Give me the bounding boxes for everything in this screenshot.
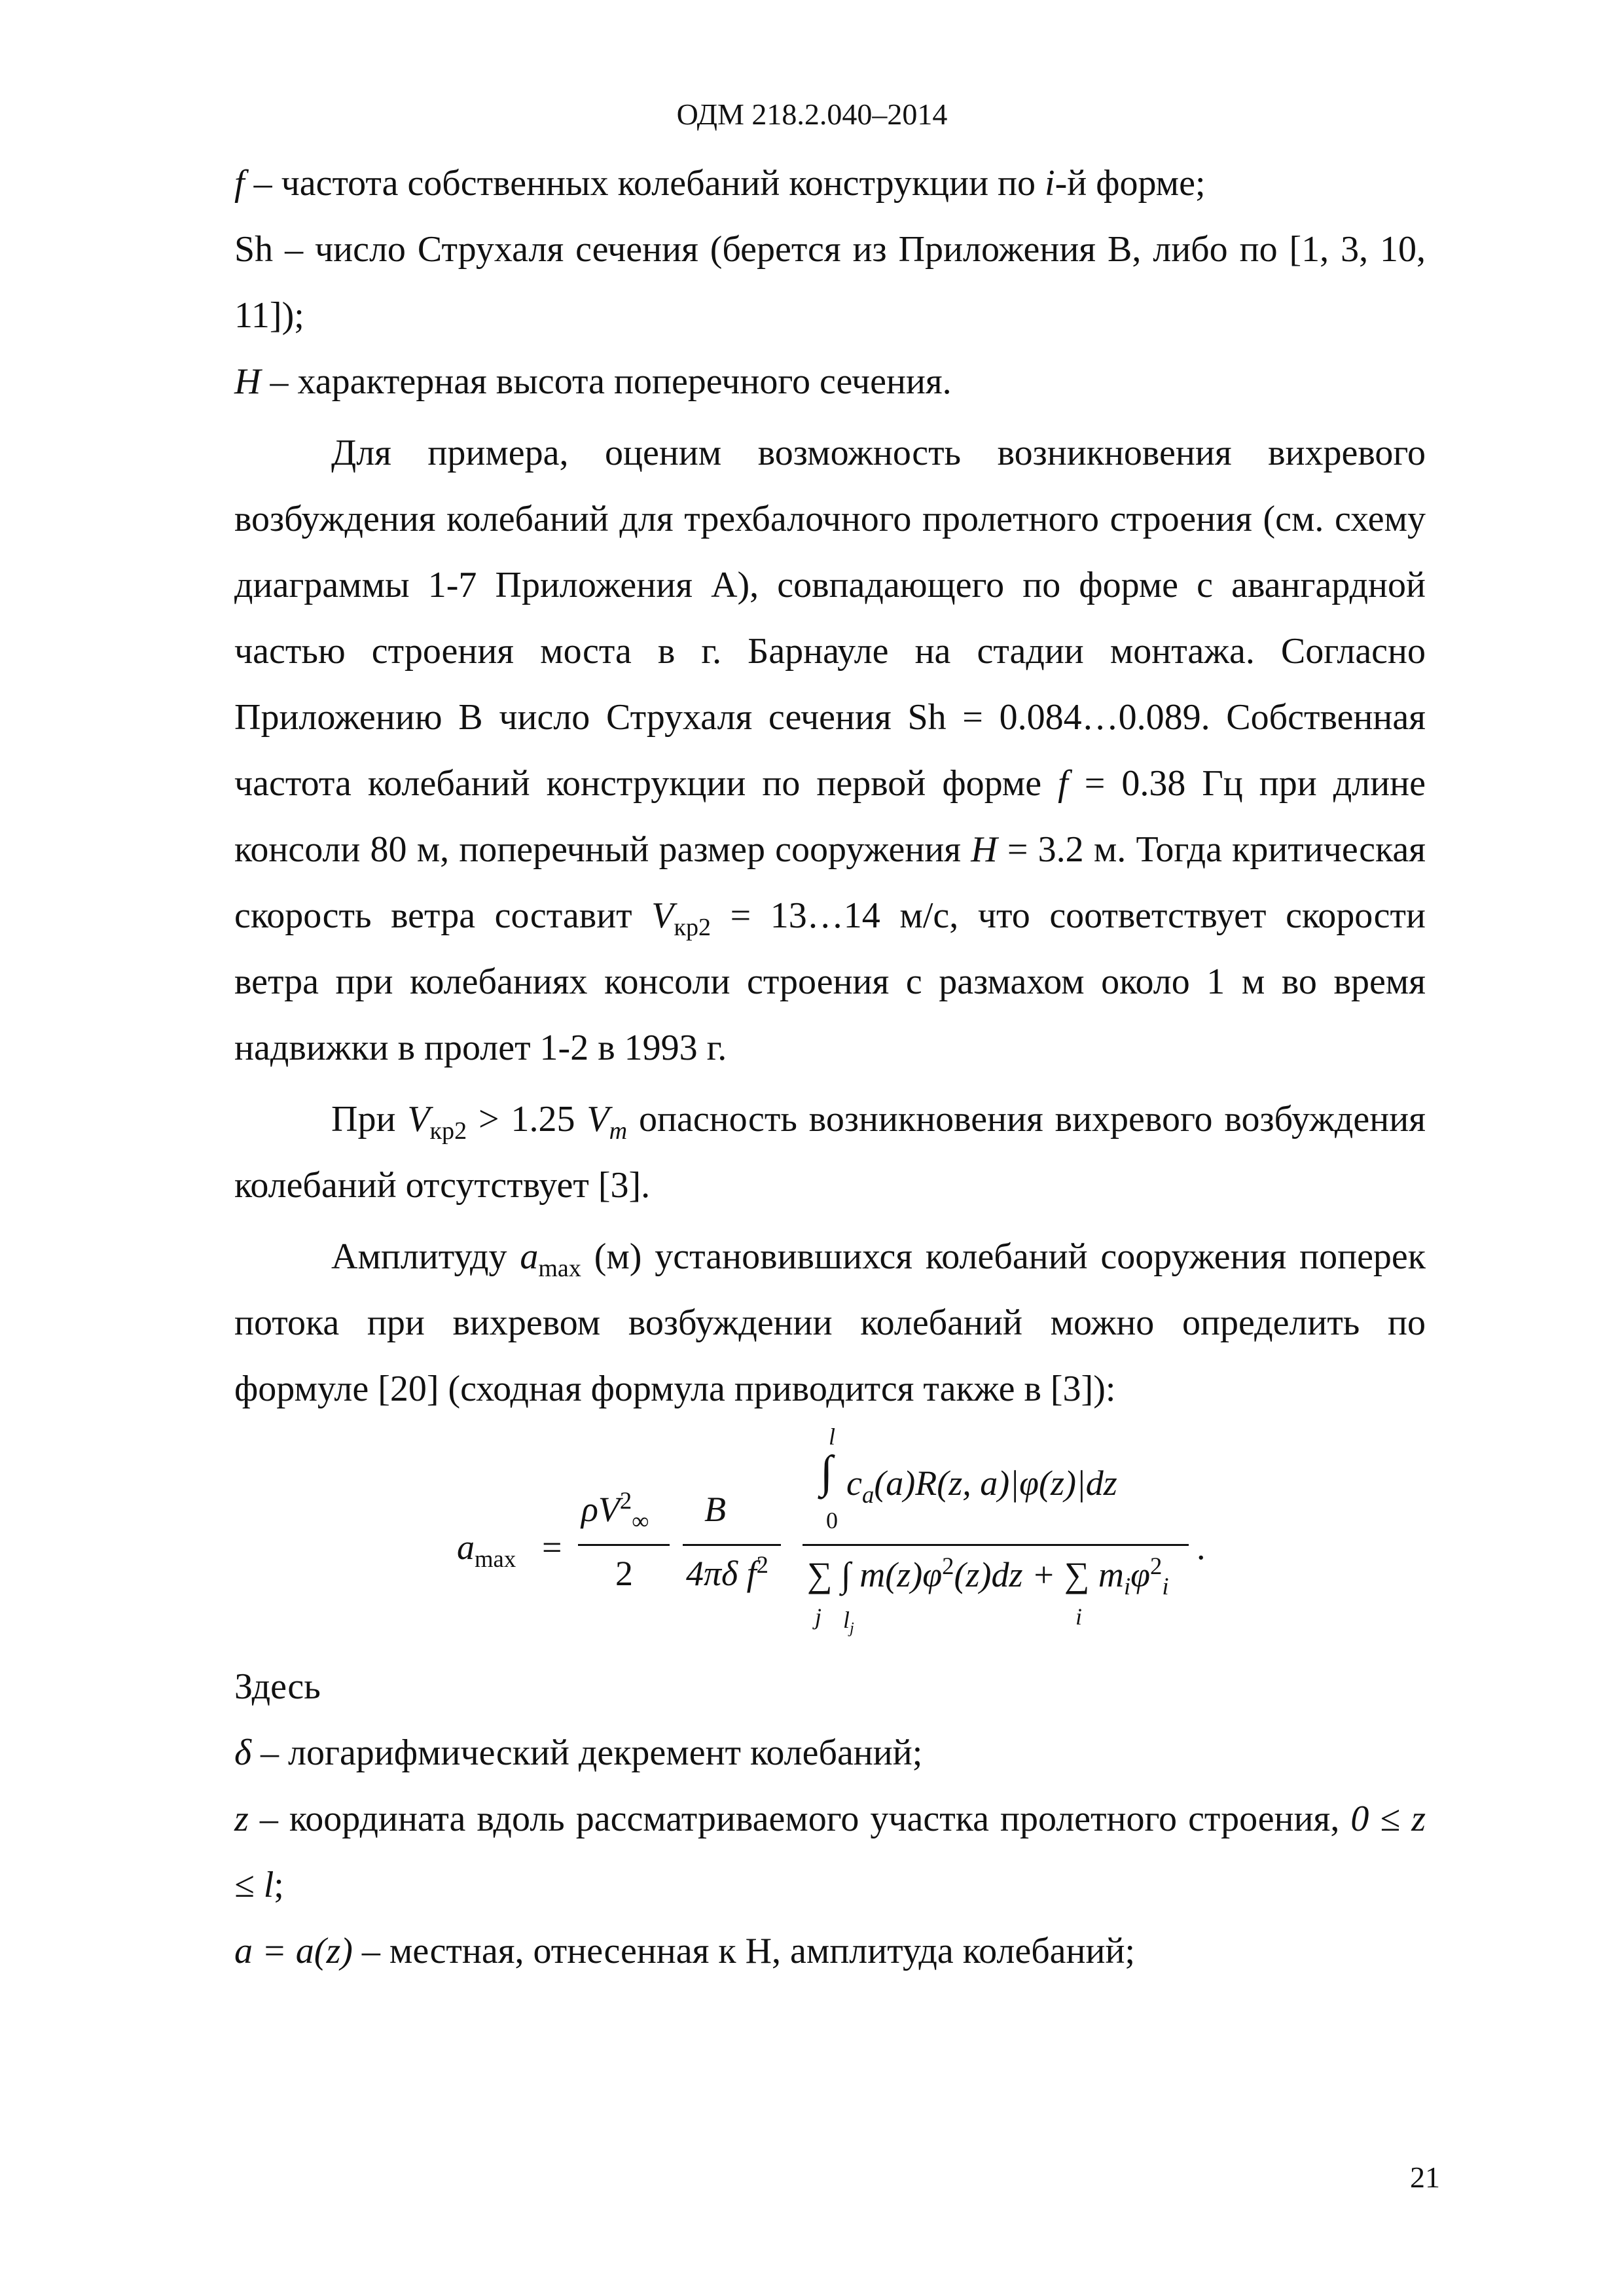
page-body (234, 151, 1426, 1984)
page-number: 21 (1410, 2161, 1440, 2194)
document-code-header: ОДМ 218.2.040–2014 (676, 98, 948, 131)
formula-lhs: $a_{max}$ (457, 1528, 516, 1572)
f-definition: f – частота собственных колебаний конструкции по i-й форме; (234, 163, 1206, 204)
abar-definition: a = a(z) – местная, отнесенная к H, амплитуда колебаний; (234, 1931, 1136, 1971)
fraction2-denominator: 4πδ $f^2$ (686, 1551, 769, 1593)
sum-index-i: i (1075, 1604, 1083, 1630)
fraction2-numerator: B (704, 1490, 726, 1529)
fraction1-numerator: $\rho V^2_\infty$ (581, 1487, 649, 1534)
formula-equals: = (542, 1528, 562, 1567)
integral-sign: ∫ (820, 1447, 833, 1498)
here-label: Здесь (234, 1666, 321, 1707)
amplitude-formula (234, 1424, 1426, 1638)
integral-lower-limit: 0 (826, 1507, 838, 1534)
formula-numerator-expression: $c_a(a)R(z$, a)|φ(z)|dz (846, 1463, 1117, 1508)
fraction1-denominator: 2 (615, 1554, 633, 1593)
sum-index-j: j (815, 1604, 822, 1630)
example-paragraph: Для примера, оценим возможность возникновения вихревого возбуждения колебаний для трехбалочного пролетного строения (см. схему диаграммы 1-7 Приложения А), совпадающего по форме с авангардной частью строения моста в г. Барнауле на стадии монтажа. Согласно Приложению В число Струхаля сечения Sh = 0.084…0.089. Собственная частота колебаний конструкции по первой форме f = 0.38 Гц при длине консоли 80 м, поперечный размер сооружения H = 3.2 м. Тогда критическая скорость ветра составит $V_{кр2}$ = 13…14 м/с, что соответствует скорости ветра при колебаниях консоли строения с размахом около 1 м во время надвижки в пролет 1-2 в 1993 г. (234, 433, 1426, 1068)
delta-definition: δ – логарифмический декремент колебаний; (234, 1732, 923, 1773)
integral-upper-limit: l (829, 1424, 836, 1450)
formula-denominator-expression: ∑ ∫ $m(z)\varphi^2(z)dz$ + ∑ $m_i\varphi^2_i$ (807, 1552, 1169, 1600)
condition-paragraph: При $V_{кр2} > 1.25$ $V_m$ опасность возникновения вихревого возбуждения колебаний отсутствует [3]. (234, 1099, 1426, 1206)
h-definition: H – характерная высота поперечного сечения. (234, 361, 952, 402)
integral-index-lj: $l_j$ (843, 1607, 854, 1638)
fraction1-bar (578, 1544, 670, 1546)
z-definition: z – координата вдоль рассматриваемого участка пролетного строения, 0 ≤ z ≤ l; (234, 1799, 1426, 1905)
formula-period: . (1197, 1528, 1206, 1567)
sh-definition: Sh – число Струхаля сечения (берется из Приложения В, либо по [1, 3, 10, 11]); (234, 229, 1426, 336)
fraction2-bar (683, 1544, 781, 1546)
amplitude-paragraph: Амплитуду $a_{max}$ (м) установившихся колебаний сооружения поперек потока при вихревом возбуждении колебаний можно определить по формуле [20] (сходная формула приводится также в [3]): (234, 1236, 1426, 1409)
main-fraction-bar (803, 1544, 1189, 1546)
